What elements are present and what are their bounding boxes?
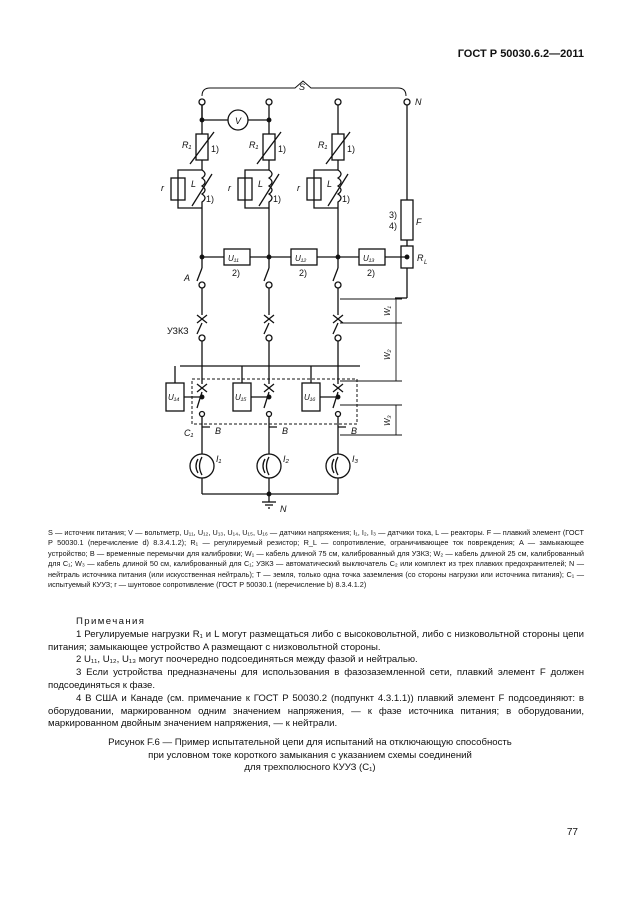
caption-line-1: Рисунок F.6 — Пример испытательной цепи для испытаний на отключающую способность	[108, 737, 512, 748]
label-note4: 4)	[389, 221, 398, 231]
label-V: V	[235, 116, 242, 126]
label-note1: 1)	[273, 194, 282, 204]
label-note1: 1)	[206, 194, 215, 204]
label-I1: I₁	[216, 454, 222, 464]
label-U16: U₁₆	[304, 393, 316, 402]
label-I3: I₃	[352, 454, 359, 464]
notes-section	[48, 616, 584, 731]
page-number: 77	[566, 827, 578, 838]
label-I2: I₂	[283, 454, 289, 464]
label-note1: 1)	[347, 144, 356, 154]
label-C1: C₁	[184, 428, 194, 438]
label-note1: 1)	[211, 144, 220, 154]
note-item-3: 3 Если устройства предназначены для использования в фазозаземленной сети, плавкий элемент F должен подсоединяться к фазе.	[48, 667, 584, 691]
note-item-4: 4 В США и Канаде (см. примечание к ГОСТ Р 50030.2 (подпункт 4.3.1.1)) плавкий элемент F подсоединяют: в оборудовании, маркированном одним значением напряжения, — к фазе источника питания; в оборудовании, маркированном двойным значением напряжения, — к нейтрали.	[48, 692, 584, 730]
label-S: S	[299, 82, 306, 92]
document-header: ГОСТ Р 50030.6.2—2011	[457, 48, 584, 60]
caption-line-2: при условном токе короткого замыкания с указанием схемы соединений	[148, 749, 472, 761]
label-L: L	[191, 179, 197, 189]
legend-text: S — источник питания; V — вольтметр, U₁₁, U₁₂, U₁₃, U₁₄, U₁₅, U₁₆ — датчики напряжения; I₁, I₂, I₃ — датчики тока, L — реакторы. F — плавкий элемент (ГОСТ Р 50030.1 (перечисление d) 8.3.4.1.2); R₁ — регулируемый резистор; R_L — сопротивление, ограничивающее ток повреждения; A — замыкающее устройство; B — временные перемычки для калибровки; W₁ — кабель длиной 75 см, калиброванный для УЗКЗ; W₂ — кабель длиной 25 см, калиброванный для C₁; W₃ — кабель длиной 50 см, калиброванный для C₁; УЗКЗ — автоматический выключатель C₂ или комплект из трех плавких предохранителей; N — нейтраль источника питания (или искусственная нейтраль); T — земля, только одна точка заземления (со стороны нагрузки или источника питания); C₁ — испытуемый КУУЗ; r — шунтовое сопротивление (ГОСТ Р 50030.1 (перечисление b) 8.3.4.1.2)	[48, 528, 584, 590]
label-note3: 3)	[389, 210, 398, 220]
label-U14: U₁₄	[168, 393, 180, 402]
label-RL: R	[417, 253, 424, 263]
label-r: r	[297, 183, 300, 193]
label-note1: 1)	[342, 194, 351, 204]
caption-line-3: для трехполюсного КУУЗ (C₁)	[244, 762, 376, 773]
label-R1: R₁	[182, 140, 192, 150]
label-note2: 2)	[367, 268, 376, 278]
test-circuit-diagram	[140, 78, 430, 514]
label-note1: 1)	[278, 144, 287, 154]
label-RL-sub: L	[424, 260, 428, 266]
label-B: B	[215, 426, 222, 436]
label-W2: W₂	[383, 349, 392, 360]
label-r: r	[161, 183, 164, 193]
label-U12: U₁₂	[295, 254, 307, 263]
label-note2: 2)	[299, 268, 308, 278]
label-N-bottom: N	[280, 504, 287, 514]
label-UZKZ: УЗКЗ	[167, 326, 189, 336]
label-B: B	[282, 426, 289, 436]
label-R1: R₁	[318, 140, 328, 150]
label-r: r	[228, 183, 231, 193]
label-N-top: N	[415, 97, 422, 107]
figure-caption	[60, 737, 560, 775]
label-B: B	[351, 426, 358, 436]
label-U13: U₁₃	[363, 254, 375, 263]
label-A: A	[184, 273, 191, 283]
note-item-2: 2 U₁₁, U₁₂, U₁₃ могут поочередно подсоединяться между фазой и нейтралью.	[76, 654, 418, 666]
label-W1: W₁	[383, 305, 392, 316]
label-U15: U₁₅	[235, 393, 247, 402]
note-item-1: 1 Регулируемые нагрузки R₁ и L могут размещаться либо с высоковольтной, либо с низковольтной стороны цепи питания; замыкающее устройство A размещают с низковольтной стороны.	[48, 628, 584, 653]
figure-legend	[48, 528, 584, 590]
notes-title: Примечания	[76, 616, 146, 627]
label-U11: U₁₁	[228, 254, 239, 263]
label-R1: R₁	[249, 140, 259, 150]
label-W3: W₃	[383, 415, 392, 426]
label-F: F	[416, 217, 422, 227]
label-L: L	[258, 179, 264, 189]
label-L: L	[327, 179, 333, 189]
label-note2: 2)	[232, 268, 241, 278]
